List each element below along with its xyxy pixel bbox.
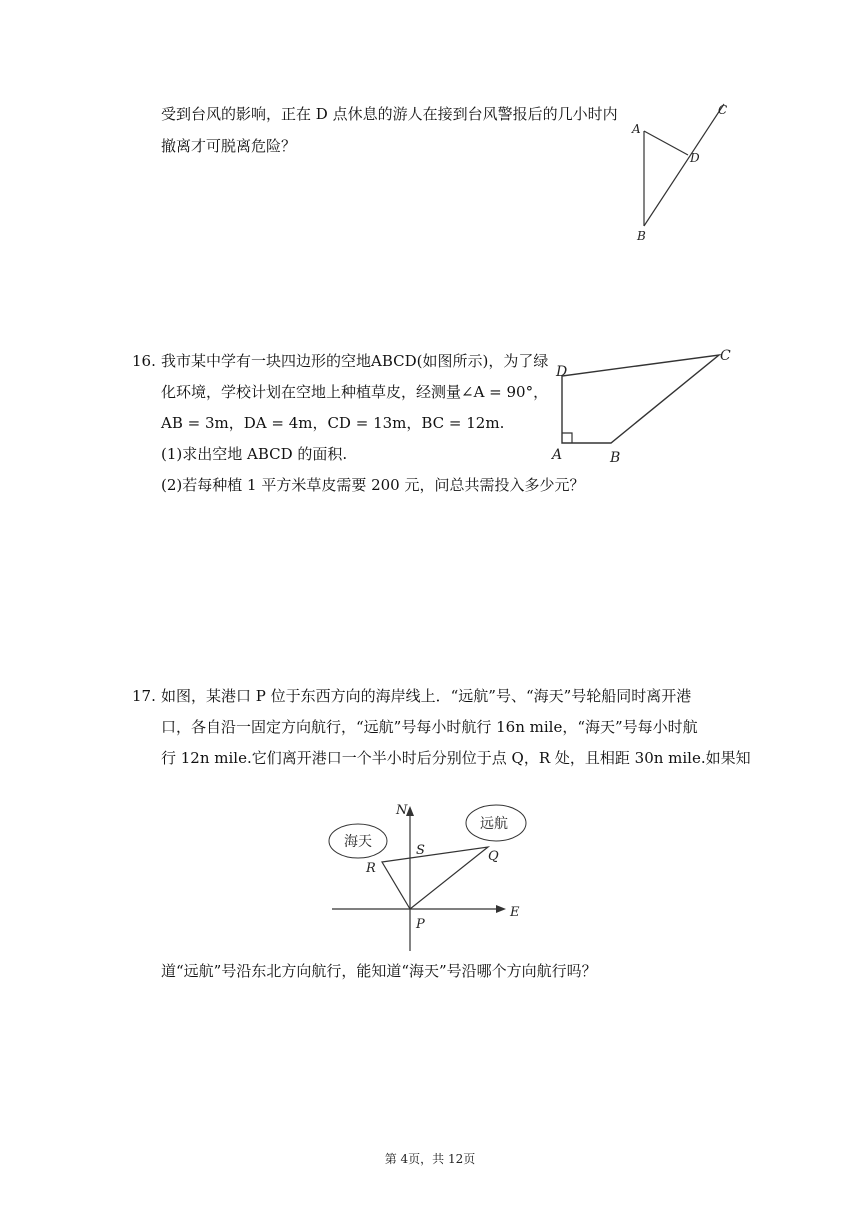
- q15-figure: [620, 96, 740, 246]
- q17-label-n: N: [396, 803, 408, 818]
- q17-label-q: Q: [488, 849, 499, 864]
- q17-line-2: 口，各自沿一固定方向航行，“远航”号每小时航行 16n mile，“海天”号每小时航: [161, 718, 698, 736]
- q16-line-2: 化环境，学校计划在空地上种植草皮，经测量∠A = 90°，: [161, 383, 549, 401]
- q15-label-c: C: [718, 103, 728, 117]
- q17-line-4: 道“远航”号沿东北方向航行，能知道“海天”号沿哪个方向航行吗？: [161, 962, 597, 980]
- q17-label-haitian: 海天: [344, 834, 372, 850]
- q17-label-r: R: [366, 861, 376, 876]
- q15-line-2: 撤离才可脱离危险？: [161, 137, 297, 155]
- page-footer: 第 4页，共 12页: [384, 1152, 476, 1166]
- q16-label-a: A: [552, 447, 563, 463]
- q16-line-4: (1)求出空地 ABCD 的面积.: [161, 445, 348, 463]
- q17-number: 17.: [132, 687, 156, 705]
- q16-label-d: D: [556, 364, 568, 380]
- q15-label-d: D: [690, 151, 700, 165]
- q16-line-1: 我市某中学有一块四边形的空地ABCD(如图所示)，为了绿: [161, 352, 549, 370]
- q16-line-5: (2)若每种植 1 平方米草皮需要 200 元，问总共需投入多少元？: [161, 476, 585, 494]
- q17-label-p: P: [416, 917, 425, 932]
- q16-number: 16.: [132, 352, 156, 370]
- q17-label-yuanhang: 远航: [480, 816, 508, 832]
- q17-line-1: 如图，某港口 P 位于东西方向的海岸线上．“远航”号、“海天”号轮船同时离开港: [161, 687, 692, 705]
- q17-figure: [320, 796, 530, 956]
- q16-line-3: AB = 3m，DA = 4m，CD = 13m，BC = 12m.: [161, 414, 505, 432]
- q15-label-b: B: [637, 229, 646, 243]
- q16-label-b: B: [610, 450, 621, 466]
- q17-label-s: S: [416, 843, 425, 858]
- q16-figure: [548, 344, 748, 474]
- q15-line-1: 受到台风的影响，正在 D 点休息的游人在接到台风警报后的几小时内: [161, 105, 618, 123]
- q17-line-3: 行 12n mile.它们离开港口一个半小时后分别位于点 Q，R 处，且相距 30n mile.如果知: [161, 749, 751, 767]
- q16-label-c: C: [720, 348, 731, 364]
- q17-label-e: E: [510, 905, 520, 920]
- q15-label-a: A: [632, 122, 641, 136]
